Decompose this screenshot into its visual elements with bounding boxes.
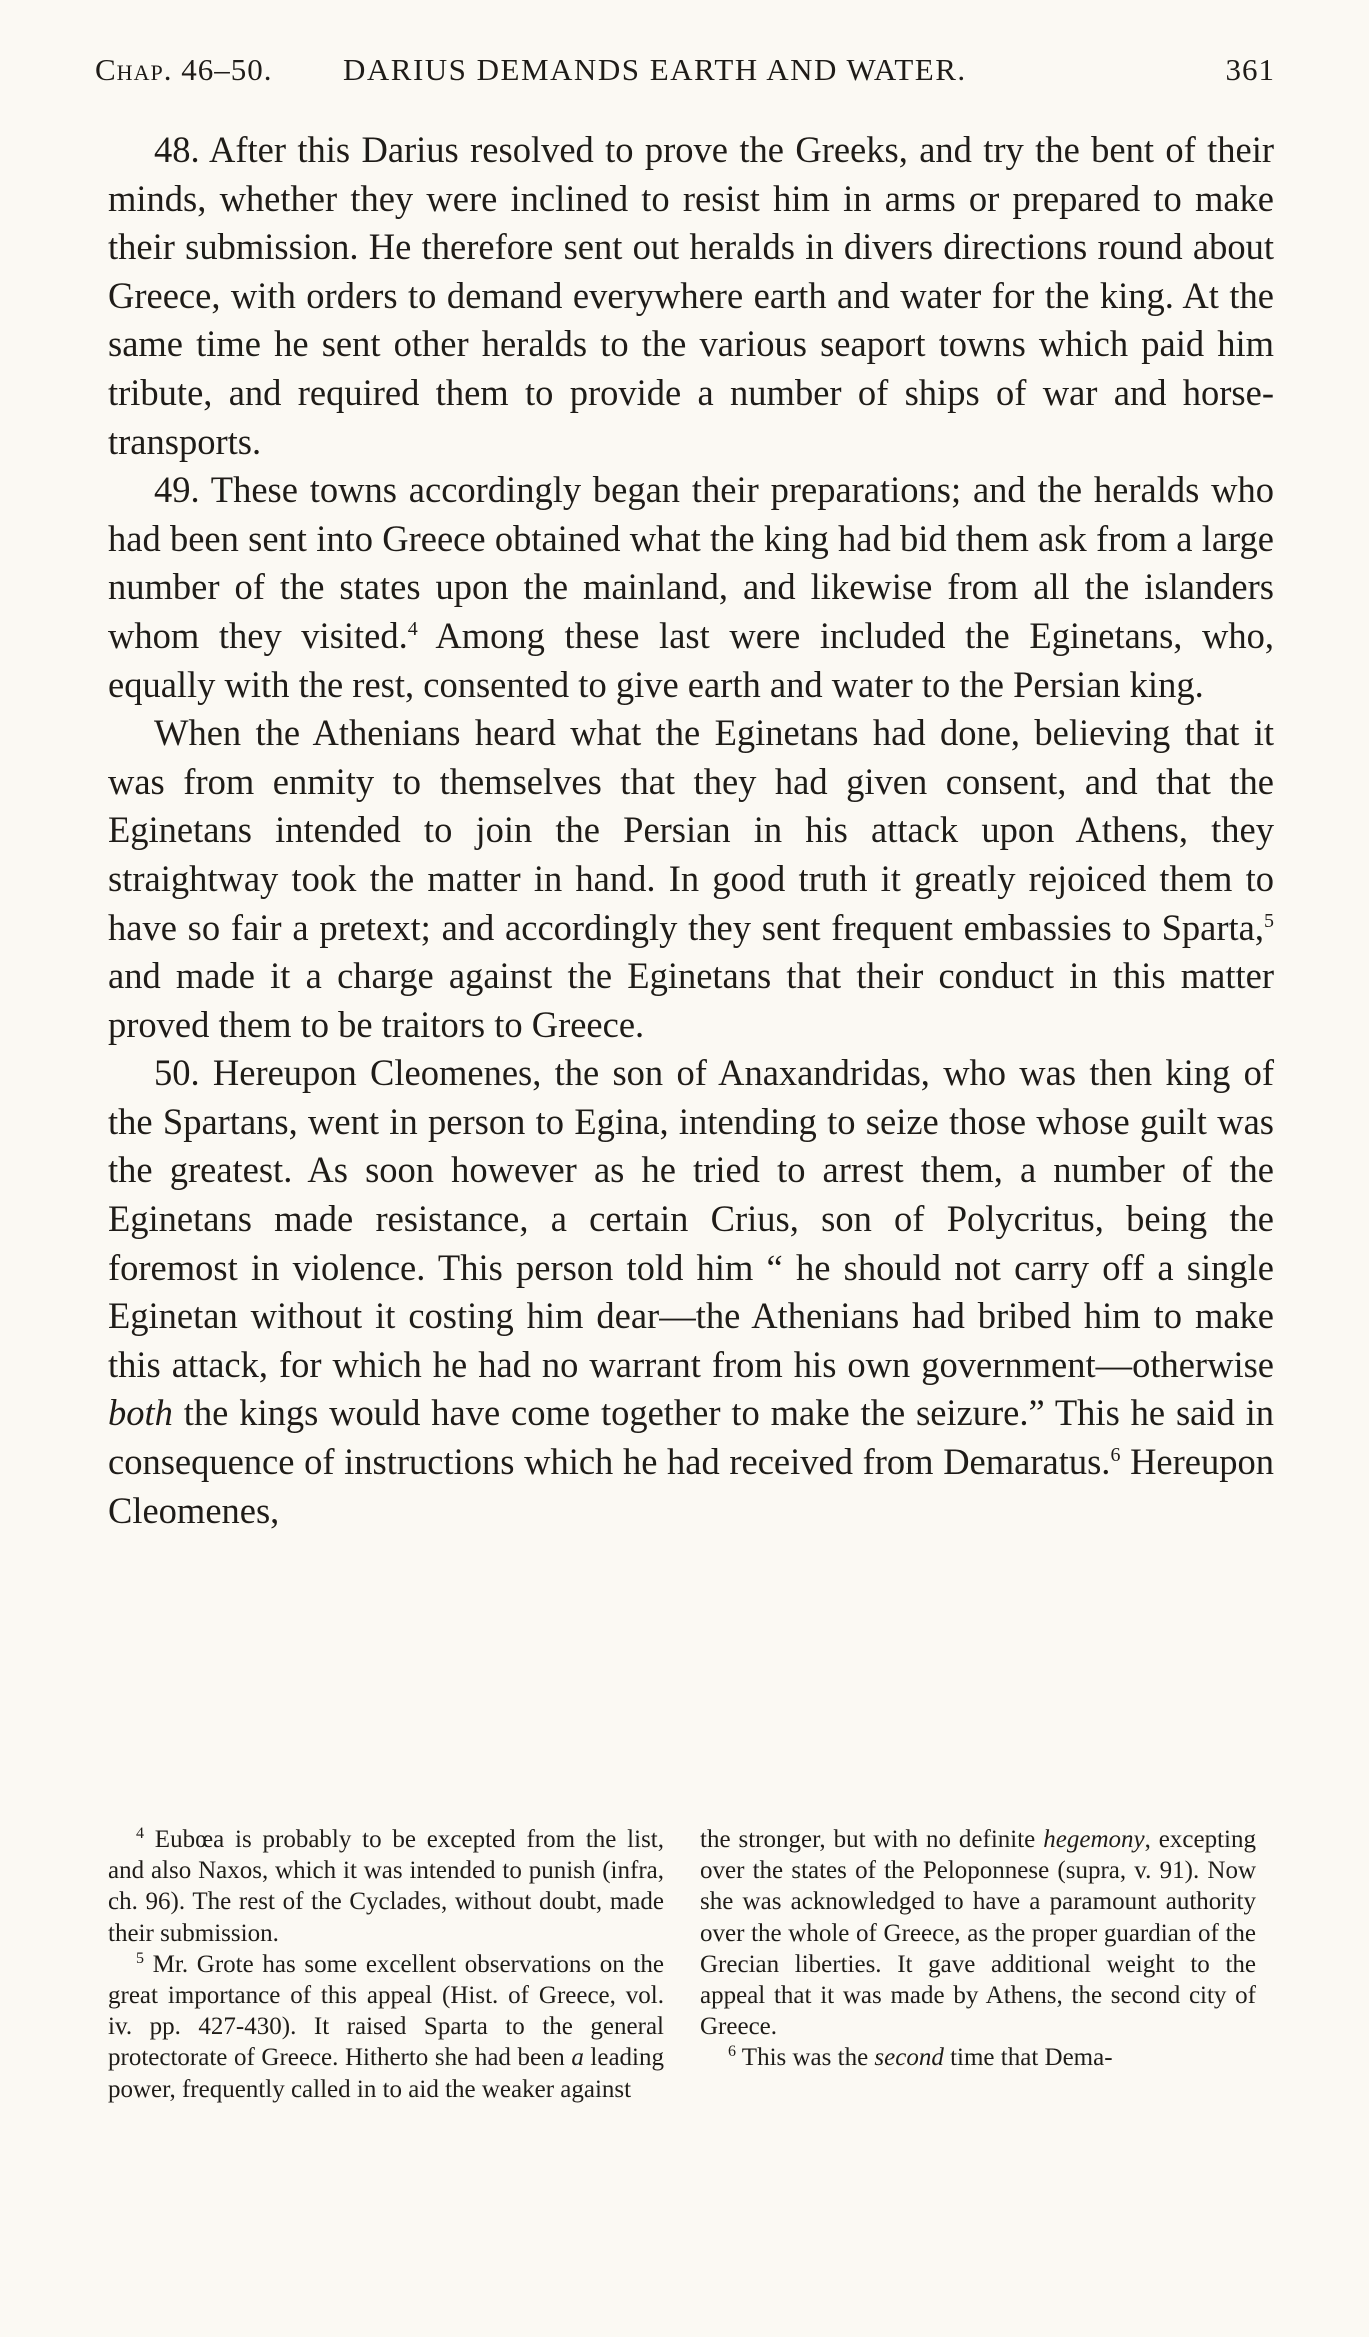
footnote-5-continued (700, 1824, 1256, 2042)
footnote-marker: 5 (136, 1949, 144, 1967)
paragraph-text: 48. After this Darius resolved to prove the Greeks, and try the bent of their minds, whether they were inclined to resist him in arms or prepared to make their submission. He therefore sent out heralds in divers directions round about Greece, with orders to demand everywhere earth and water for the king. At the same time he sent other heralds to the various seaport towns which paid him tribute, and required them to provide a number of ships of war and horse-transports. (108, 129, 1274, 462)
footnote-marker: 4 (136, 1825, 144, 1842)
footnotes-right-column (700, 1824, 1256, 2074)
footnote-text: Eubœa is probably to be excepted from the list, and also Naxos, which it was intended to punish (infra, ch. 96). The rest of the Cyclades, without doubt, made their submission. (108, 1826, 664, 1947)
emphasis: a (571, 2044, 584, 2072)
footnote-marker: 6 (728, 2043, 736, 2061)
footnote-text: This was the (736, 2044, 875, 2072)
chapter-range: Chap. 46–50. (95, 52, 273, 87)
paragraph-text: Among these last were included the Eginetans, who, equally with the rest, consented to give earth and water to the Persian king. (108, 614, 1275, 705)
emphasis: second (874, 2044, 944, 2072)
footnote-text: Mr. Grote has some excellent observations on the great importance of this appeal (Hist. of Greece, vol. iv. pp. 427-430). It raised Sparta to the general protectorate of Greece. Hitherto she had been (108, 1950, 664, 2072)
footnote-5 (108, 1949, 664, 2105)
paragraph-text: Hereupon Cleomenes, (108, 1441, 1274, 1531)
paragraph-text: and made it a charge against the Eginetans that their conduct in this matter proved them to be traitors to Greece. (108, 955, 1274, 1045)
paragraph-48 (108, 126, 1274, 466)
page-title: DARIUS DEMANDS EARTH AND WATER. (343, 52, 967, 87)
page-number: 361 (1225, 52, 1275, 87)
paragraph-50 (108, 1049, 1274, 1535)
footnote-text: , excepting over the states of the Peloponnese (supra, v. 91). Now she was acknowledged to have a paramount authority over the whole of Greece, as the proper guardian of the Grecian liberties. It gave additional weight to the appeal that it was made by Athens, the second city of Greece. (700, 1826, 1256, 2041)
emphasis: hegemony (1043, 1826, 1145, 1853)
paragraph-athenians (108, 709, 1274, 1049)
running-header (95, 52, 1275, 92)
footnote-ref-4[interactable]: 4 (407, 617, 418, 640)
paragraph-text: When the Athenians heard what the Eginetans had done, believing that it was from enmity to themselves that they had given consent, and that the Eginetans intended to join the Persian in his attack upon Athens, they straightway took the matter in hand. In good truth it greatly rejoiced them to have so fair a pretext; and accordingly they sent frequent embassies to Sparta, (108, 712, 1274, 948)
emphasis: both (108, 1392, 173, 1434)
footnote-text: the stronger, but with no definite (700, 1826, 1044, 1853)
footnote-ref-6[interactable]: 6 (1110, 1444, 1121, 1467)
footnote-4 (108, 1824, 664, 1949)
paragraph-text: the kings would have come together to make the seizure.” This he said in consequence of instructions which he had received from Demaratus. (108, 1392, 1274, 1483)
footnote-ref-5[interactable]: 5 (1264, 909, 1274, 932)
main-text (108, 126, 1274, 1535)
footnote-text: leading power, frequently called in to aid the weaker against (108, 2044, 664, 2103)
paragraph-text: 49. These towns accordingly began their preparations; and the heralds who had been sent into Greece obtained what the king had bid them ask from a large number of the states upon the mainland, and likewise from all the islanders whom they visited. (108, 469, 1274, 656)
footnote-6 (700, 2042, 1256, 2073)
footnote-text: time that Dema- (943, 2044, 1113, 2072)
paragraph-text: 50. Hereupon Cleomenes, the son of Anaxandridas, who was then king of the Spartans, went in person to Egina, intending to seize those whose guilt was the greatest. As soon however as he tried to arrest them, a number of the Eginetans made resistance, a certain Crius, son of Polycritus, being the foremost in violence. This person told him “ he should not carry off a single Eginetan without it costing him dear—the Athenians had bribed him to make this attack, for which he had no warrant from his own government—otherwise (108, 1052, 1274, 1385)
paragraph-49 (108, 466, 1274, 709)
footnotes-left-column (108, 1824, 664, 2105)
